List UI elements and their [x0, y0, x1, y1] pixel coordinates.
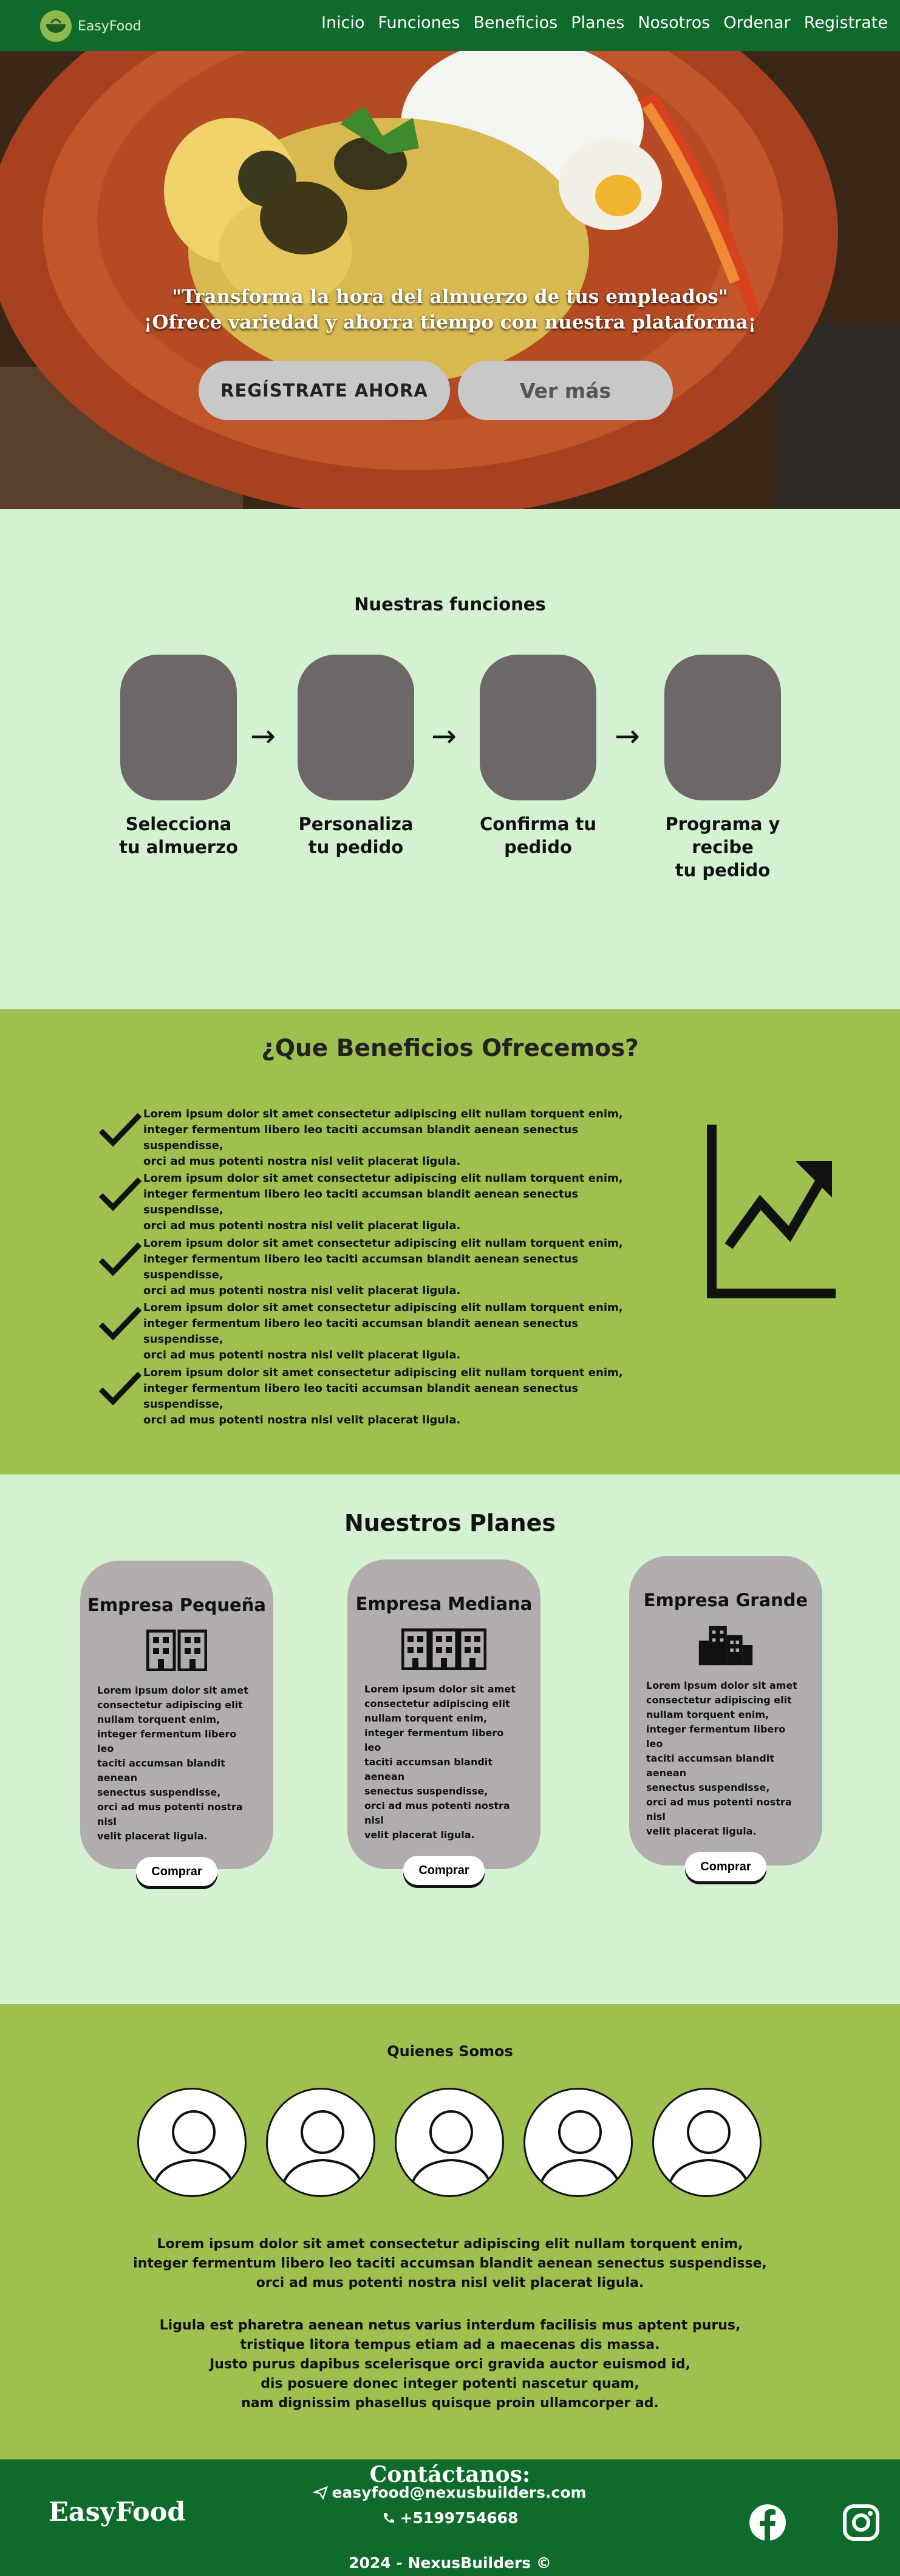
- benefit-line: Lorem ipsum dolor sit amet consectetur adipiscing elit nullam torquent enim,: [143, 1301, 623, 1314]
- step-label-line: tu almuerzo: [119, 837, 238, 857]
- plan-desc-line: Lorem ipsum dolor sit amet: [364, 1683, 516, 1695]
- step-confirm-order: [465, 655, 611, 859]
- plan-desc-line: integer fermentum libero leo: [364, 1727, 504, 1753]
- nav-link-inicio[interactable]: Inicio: [321, 13, 365, 32]
- avatar: [652, 2088, 762, 2197]
- plan-card-medium: [347, 1559, 540, 1877]
- funciones-title: Nuestras funciones: [354, 594, 546, 615]
- benefit-text: [143, 1106, 644, 1170]
- step-customize-order: [283, 655, 429, 859]
- contact-email[interactable]: [0, 2484, 900, 2501]
- nav-link-beneficios[interactable]: Beneficios: [473, 13, 558, 32]
- plan-desc-line: consectetur adipiscing elit: [97, 1699, 243, 1711]
- avatar: [395, 2088, 504, 2197]
- buy-button-large[interactable]: Comprar: [685, 1852, 766, 1881]
- building-medium-icon: [401, 1627, 486, 1670]
- quienes-title: Quienes Somos: [387, 2043, 513, 2060]
- benefit-item: [97, 1365, 644, 1428]
- paragraph-line: Lorem ipsum dolor sit amet consectetur adipiscing elit nullam torquent enim,: [157, 2237, 743, 2252]
- brand-name: EasyFood: [78, 18, 141, 34]
- avatar: [137, 2088, 247, 2197]
- building-large-icon: [695, 1624, 756, 1666]
- plan-desc-line: consectetur adipiscing elit: [646, 1694, 792, 1706]
- plan-desc-line: taciti accumsan blandit aenean: [646, 1753, 774, 1779]
- hero: [0, 51, 900, 509]
- step-image: [298, 655, 414, 800]
- planes-title: Nuestros Planes: [344, 1510, 556, 1536]
- benefit-item: [97, 1300, 644, 1363]
- check-icon: [97, 1111, 143, 1149]
- growth-chart-icon: [704, 1125, 838, 1301]
- plan-card-large: [629, 1556, 822, 1873]
- phone-text: +5199754668: [400, 2509, 519, 2527]
- hero-line-2: ¡Ofrece variedad y ahorra tiempo con nuestra plataforma¡: [143, 312, 757, 333]
- plan-desc-line: senectus suspendisse,: [646, 1782, 770, 1793]
- paragraph-line: nam dignissim phasellus quisque proin ullamcorper ad.: [241, 2396, 659, 2411]
- plan-desc-line: Lorem ipsum dolor sit amet: [646, 1680, 797, 1691]
- plan-description: [80, 1683, 273, 1844]
- beneficios-title: ¿Que Beneficios Ofrecemos?: [261, 1035, 639, 1062]
- quienes-somos-section: [0, 2004, 900, 2459]
- hero-food-image: [0, 51, 900, 509]
- plan-desc-line: velit placerat ligula.: [364, 1829, 475, 1841]
- benefit-line: integer fermentum libero leo taciti accumsan blandit aenean senectus suspendisse,: [143, 1123, 579, 1152]
- brand[interactable]: [40, 10, 141, 42]
- benefit-line: orci ad mus potenti nostra nisl velit placerat ligula.: [143, 1219, 461, 1232]
- benefit-text: [143, 1236, 644, 1299]
- step-image: [480, 655, 596, 800]
- building-small-icon: [146, 1629, 207, 1671]
- step-label: [283, 813, 429, 859]
- quienes-paragraph-1: [0, 2235, 900, 2293]
- benefit-line: orci ad mus potenti nostra nisl velit placerat ligula.: [143, 1284, 461, 1297]
- plan-description: [347, 1682, 540, 1842]
- benefit-line: Lorem ipsum dolor sit amet consectetur adipiscing elit nullam torquent enim,: [143, 1366, 623, 1379]
- email-text: easyfood@nexusbuilders.com: [332, 2484, 587, 2501]
- check-icon: [97, 1176, 143, 1213]
- check-icon: [97, 1370, 143, 1408]
- navbar: [0, 0, 900, 51]
- step-label-line: Selecciona: [125, 814, 232, 834]
- benefit-item: [97, 1106, 644, 1170]
- nav-link-nosotros[interactable]: Nosotros: [638, 13, 711, 32]
- benefit-text: [143, 1365, 644, 1428]
- plan-desc-line: velit placerat ligula.: [97, 1830, 208, 1842]
- benefit-item: [97, 1236, 644, 1299]
- user-icon: [654, 2090, 762, 2197]
- plan-desc-line: taciti accumsan blandit aenean: [97, 1757, 225, 1784]
- beneficios-section: [0, 1009, 900, 1474]
- check-icon: [97, 1305, 143, 1343]
- user-icon: [525, 2090, 633, 2197]
- benefit-line: orci ad mus potenti nostra nisl velit placerat ligula.: [143, 1414, 461, 1426]
- plan-card-small: [80, 1561, 273, 1878]
- user-icon: [268, 2090, 375, 2197]
- nav-links: [321, 13, 888, 32]
- step-label-line: Confirma tu: [479, 814, 597, 834]
- nav-link-funciones[interactable]: Funciones: [378, 13, 460, 32]
- benefit-text: [143, 1300, 644, 1363]
- copyright: 2024 - NexusBuilders ©: [349, 2554, 551, 2572]
- plan-desc-line: orci ad mus potenti nostra nisl: [646, 1796, 792, 1822]
- paragraph-line: Justo purus dapibus scelerisque orci gravida auctor euismod id,: [210, 2357, 690, 2372]
- nav-link-ordenar[interactable]: Ordenar: [723, 13, 791, 32]
- plan-desc-line: integer fermentum libero leo: [97, 1728, 237, 1754]
- paragraph-line: dis posuere donec integer potenti nascetur quam,: [261, 2376, 639, 2391]
- check-icon: [97, 1241, 143, 1278]
- plan-desc-line: taciti accumsan blandit aenean: [364, 1756, 493, 1782]
- register-now-button[interactable]: REGÍSTRATE AHORA: [199, 361, 450, 420]
- benefit-line: integer fermentum libero leo taciti accumsan blandit aenean senectus suspendisse,: [143, 1317, 579, 1346]
- plan-description: [629, 1678, 822, 1839]
- paragraph-line: integer fermentum libero leo taciti accumsan blandit aenean senectus suspendisse,: [133, 2256, 767, 2271]
- arrow-right-icon: →: [250, 718, 276, 754]
- paragraph-line: tristique litora tempus etiam ad a maecenas dis massa.: [240, 2337, 660, 2353]
- avatar: [266, 2088, 375, 2197]
- plan-desc-line: Lorem ipsum dolor sit amet: [97, 1685, 248, 1696]
- arrow-right-icon: →: [615, 718, 640, 754]
- benefit-text: [143, 1171, 644, 1234]
- step-label: [106, 813, 251, 859]
- step-label: [650, 813, 796, 882]
- step-select-lunch: [106, 655, 251, 859]
- benefit-line: Lorem ipsum dolor sit amet consectetur adipiscing elit nullam torquent enim,: [143, 1108, 623, 1120]
- plan-name: Empresa Pequeña: [87, 1595, 266, 1615]
- footer: [0, 2459, 900, 2576]
- phone-icon: [382, 2512, 395, 2525]
- nav-link-registrate[interactable]: Registrate: [803, 13, 888, 32]
- plan-desc-line: integer fermentum libero leo: [646, 1723, 786, 1750]
- benefit-line: Lorem ipsum dolor sit amet consectetur adipiscing elit nullam torquent enim,: [143, 1172, 623, 1185]
- benefit-line: orci ad mus potenti nostra nisl velit placerat ligula.: [143, 1155, 461, 1168]
- benefit-line: integer fermentum libero leo taciti accumsan blandit aenean senectus suspendisse,: [143, 1253, 579, 1281]
- user-icon: [139, 2090, 247, 2197]
- buy-button-medium[interactable]: Comprar: [403, 1856, 485, 1885]
- paragraph-line: Ligula est pharetra aenean netus varius interdum facilisis mus aptent purus,: [159, 2318, 741, 2333]
- see-more-button[interactable]: Ver más: [458, 361, 673, 420]
- plan-desc-line: orci ad mus potenti nostra nisl: [364, 1800, 510, 1826]
- plan-desc-line: nullam torquent enim,: [646, 1709, 769, 1720]
- paragraph-line: orci ad mus potenti nostra nisl velit placerat ligula.: [256, 2275, 644, 2291]
- funciones-section: [0, 509, 900, 1009]
- plan-name: Empresa Grande: [643, 1590, 808, 1610]
- plan-desc-line: nullam torquent enim,: [97, 1714, 220, 1725]
- plan-desc-line: velit placerat ligula.: [646, 1825, 757, 1837]
- step-label-line: pedido: [504, 837, 572, 857]
- benefit-line: orci ad mus potenti nostra nisl velit placerat ligula.: [143, 1349, 461, 1361]
- bowl-logo-icon: [40, 10, 72, 42]
- facebook-icon[interactable]: [748, 2503, 787, 2542]
- step-label-line: Personaliza: [298, 814, 414, 834]
- plan-name: Empresa Mediana: [355, 1593, 533, 1614]
- step-label: [465, 813, 611, 859]
- hero-line-1: "Transforma la hora del almuerzo de tus empleados": [172, 286, 728, 308]
- send-icon: [313, 2486, 328, 2499]
- step-image: [664, 655, 781, 800]
- quienes-paragraph-2: [0, 2316, 900, 2413]
- step-schedule-receive: [650, 655, 796, 882]
- plan-desc-line: senectus suspendisse,: [364, 1785, 488, 1797]
- arrow-right-icon: →: [431, 718, 457, 754]
- contact-title: Contáctanos:: [369, 2462, 531, 2487]
- nav-link-planes[interactable]: Planes: [571, 13, 625, 32]
- planes-section: [0, 1474, 900, 2004]
- footer-brand[interactable]: EasyFood: [49, 2497, 186, 2527]
- plan-desc-line: orci ad mus potenti nostra nisl: [97, 1801, 243, 1827]
- benefit-line: integer fermentum libero leo taciti accumsan blandit aenean senectus suspendisse,: [143, 1382, 579, 1411]
- step-label-line: tu pedido: [675, 860, 771, 881]
- benefit-line: Lorem ipsum dolor sit amet consectetur adipiscing elit nullam torquent enim,: [143, 1237, 623, 1250]
- instagram-icon[interactable]: [842, 2503, 881, 2542]
- step-label-line: tu pedido: [308, 837, 404, 857]
- hero-tagline: [0, 284, 900, 335]
- plan-desc-line: nullam torquent enim,: [364, 1712, 488, 1724]
- plan-desc-line: senectus suspendisse,: [97, 1787, 221, 1798]
- avatar: [523, 2088, 633, 2197]
- user-icon: [397, 2090, 504, 2197]
- step-label-line: Programa y recibe: [665, 814, 780, 857]
- step-image: [120, 655, 237, 800]
- buy-button-small[interactable]: Comprar: [136, 1857, 217, 1886]
- plan-desc-line: consectetur adipiscing elit: [364, 1698, 510, 1709]
- benefit-line: integer fermentum libero leo taciti accumsan blandit aenean senectus suspendisse,: [143, 1188, 579, 1216]
- benefit-item: [97, 1171, 644, 1234]
